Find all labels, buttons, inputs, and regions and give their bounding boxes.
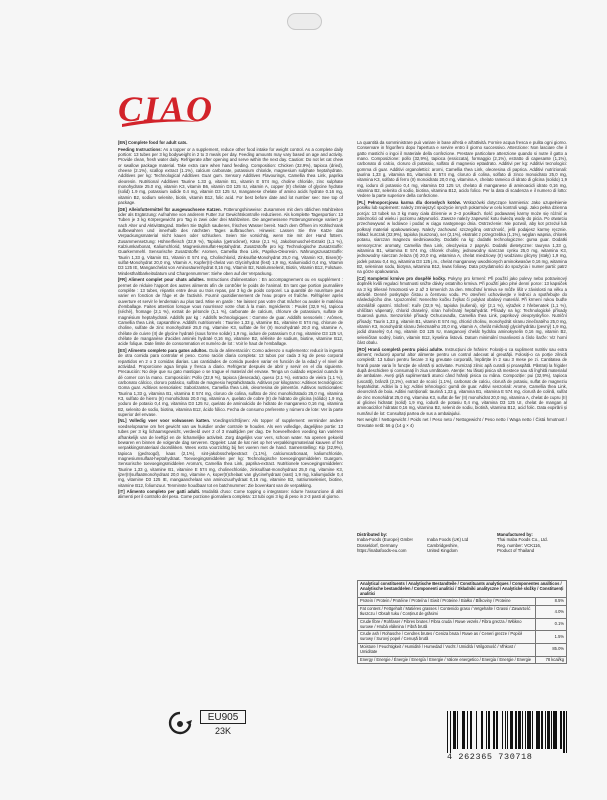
paragraph-text: As a topper or a supplement, reduce other food intake for weight control. As a complete daily portion: 13 tubes per 3 kg bodyweight in 2 to 3 meals per day. Feeding amounts may vary based on age and activity. Provide clean, fresh water daily. Refrigerate after opening and serve within the next day. Caution: Do not let cat chew or swallow package material. Take extra care when hand feeding. Composition: Chicken (32.9%), tapioca (dried), cheese (2.1%), scallop extract (1.1%), calcium carbonate, potassium chloride, magnesium sulphate heptahydrate. Additives per kg: Technological Additives Guar gum. Sensory Additives Flavourings, Camellia thea Link, paprika oleoresin. Nutritional Additives Taurine 1.33 g, vitamin B1, vitamin E 574 mg, choline chloride, zinc sulphate monohydrate 25.0 mg, vitamin K3, vitamin B6, vitamin D3 125 IU, vitamin A, copper (II) chelate of glycine hydrate (solid) 1.9 mg, potassium iodide 0.4 mg, vitamin D3 125 IU, manganese chelate of amino acids hydrate 0.16 mg, vitamin B2, sodium selenite, biotin, vitamin B12, folic acid. For best before date and lot number see: See top of package. [118, 146, 343, 205]
logo-swoosh-icon [120, 118, 202, 128]
paragraph-text: Instrucțiuni de hrănire: Folosiți-o ca supliment nutritiv sau extra aliment; reduceți aportul altor alimente pentru un control adecvat al greutății. Folosiți-o ca porție zilnică completă: 13 tuburi pentru fiecare 3 kg greutate corporală, împărțite în 2 sau 3 mese pe zi. Cantitatea de hrană poate varia în funcție de vârstă și activitate. Furnizați zilnic apă curată și proaspătă. Păstrați la frigider după deschidere și consumați în ziua următoare. Atenție: Nu lăsați pisica să mestece sau să înghită materialul de ambalare. Aveți grijă suplimentară atunci când hrăniți pisica cu mâna. Compoziție: pui (32,9%), tapioca (uscată), brânză (2,1%), extract de scoici (1,1%), carbonat de calciu, clorură de potasiu, sulfat de magneziu heptahidrat. Aditivi la 1 kg: Aditivi tehnologici: gumă de guar. Aditivi senzoriali: Arome, Camellia thea Link, oleorezină de boia. Aditivi nutriționali: taurină 1,33 g, vitamina B1, vitamina E 574 mg, clorură de colină, sulfat de zinc monohidrat 25,0 mg, vitamina K3, sulfat de fier (II) monohidrat 20,0 mg, vitamina A, chelat de cupru (II) al glicinei hidratat (solid) 1,9 mg, iodură de potasiu 0,4 mg, vitamina D3 125 UI, chelat de mangan al aminoacizilor hidratat 0,16 mg, vitamina B2, selenit de sodiu, biotină, vitamina B12, acid folic. Data expirării și numărul de lot: Consultați partea de sus a ambalajului. [357, 346, 567, 416]
text-paragraph [118, 489, 343, 500]
text-paragraph [118, 207, 343, 276]
text-paragraph [118, 418, 343, 487]
triman-recycle-icon [168, 711, 192, 737]
paragraph-text: Modalità d'uso: Come topping o integratore: ridurre l'assunzione di altri alimenti per il controllo del peso. Come porzione giornaliera completa: 13 tubi ogni 3 kg di peso in 2-3 pasti al giorno. [118, 489, 343, 500]
language-code: [IT] [118, 489, 125, 495]
constituent-value: 85.0% [536, 643, 567, 656]
eu-code-box: EU905 [200, 710, 246, 724]
text-paragraph [357, 347, 567, 416]
barcode-bars [447, 711, 571, 751]
address-line: Cambridgeshire, [427, 542, 459, 548]
eu-code-sub: 23K [214, 726, 231, 736]
barcode-digits: 4 262365 730718 [447, 752, 533, 762]
language-code: [EN] [118, 140, 127, 145]
paragraph-text: Wskazówki dotyczące karmienia: Jako uzupełnienie posiłku lub suplement: należy zmniejszyć spożycie innych pokarmów w celu kontroli wagi. Jako pełna dzienna porcja: 13 tubek na 3 kg masy ciała dziennie w 2–3 posiłkach. Ilość podawanej karmy może się różnić w zależności od wieku i poziomu aktywności. Zawsze należy zapewnić kotu świeżą wodę do picia. Po otwarciu przechowywać w lodówce i podać w ciągu następnego dnia. Ostrzeżenie: Nie pozwól, aby kot przeżuł lub połknął materiał opakowaniowy. Należy zachować szczególną ostrożność, jeśli podajesz karmę ręcznie. Skład: kurczak (32,9%), tapioka (suszona), ser (2,1%), ekstrakt z przegrzebka (1,1%), węglan wapnia, chlorek potasu, siarczan magnezu siedmiowodny. Dodatki na kg: dodatki technologiczne: guma guar. Dodatki sensoryczne: aromaty, Camellia thea Link, oleożywica z papryki. Dodatki dietetyczne: tauryna 1,33 g, witamina B1, witamina E 574 mg, chlorek choliny, jednowodny siarczan cynku 25,0 mg, witamina K3, jednowodny siarczan żelaza (II) 20,0 mg, witamina A, chelat miedziowy (II) wodzianu glicyny (stały) 1,9 mg, jodek potasu 0,4 mg, witamina D3 125 j.m., chelat manganowy uwodnionych aminokwasów 0,16 mg, witamina B2, seleninan sodu, biotyna, witamina B12, kwas foliowy. Data przydatności do spożycia i numer partii: patrz na górze opakowania. [357, 199, 567, 275]
constituent-label: Crude ash / Rohasche / Cendres brutes / Ceniza bruta / Ruwe as / Ceneri grezze / Popiół surowy / Surový popel / Cenușă brută [358, 631, 536, 644]
language-code: [CZ] [357, 275, 366, 281]
address-line: Product of Thailand [497, 547, 535, 553]
analysis-title: Analytical constituents / Analytische Bestandteile / Constituants analytiques / Componentes analíticos / Analytische bestanddelen / Componenti analitici / Składniki analityczne / Analytické složky / Constituenți analitici [358, 581, 567, 598]
language-code: [FR] [118, 277, 127, 283]
table-row [358, 598, 567, 606]
language-code: [PL] [357, 199, 366, 205]
text-paragraph [357, 200, 567, 275]
address-line: Inaba-Foods (Europe) GmbH [357, 537, 413, 543]
language-code: [NL] [118, 418, 127, 424]
paragraph-lead: Pełnoporcjowa karma dla dorosłych kotów. [367, 199, 461, 205]
constituent-value: 4.0% [536, 606, 567, 619]
language-code: [RO] [357, 346, 367, 352]
text-paragraph [357, 276, 567, 345]
address-entry [357, 532, 427, 553]
hang-hole [287, 13, 322, 30]
address-line: United Kingdom [427, 547, 458, 553]
text-paragraph [118, 348, 343, 417]
address-line: Inaba Foods (UK) Ltd [427, 537, 469, 543]
address-label: Manufactured by: [497, 532, 533, 537]
paragraph-lead: Feeding Instructions: [118, 146, 162, 152]
paragraph-lead: Alimento completo per gatti adulti. [126, 489, 201, 495]
constituent-value: 78 kcal/kg [536, 656, 567, 664]
address-line: https://inabafoods-eu.com [357, 547, 407, 553]
text-paragraph [118, 147, 343, 206]
constituent-value: 8.5% [536, 598, 567, 606]
address-block [357, 532, 567, 553]
barcode-bar [566, 711, 567, 753]
paragraph-text: Fütterungshinweise: Zusammen mit dem üblichen Mahlzeiten oder als Ergänzung: Aufnahme von anderem Futter zur Gewichtskontrolle reduzieren. Als komplette Tagesportion: 13 Tuben je 3 kg Körpergewicht pro Tag in zwei oder drei Mahlzeiten. Die angemessene Fütterungsmenge variiert je nach Alter und Aktivitätsgrad. Stellen Sie täglich sauberes, frisches Wasser bereit. Nach dem Öffnen im Kühlschrank aufbewahren und innerhalb des nächsten Tages aufbrauchen. Hinweis: Lassen Sie Ihre Katze das Verpackungsmaterial nicht kauen oder schlucken. Seien Sie vorsichtig, wenn Sie mit der Hand füttern. Zusammensetzung: Hühnerfleisch (32,9 %), Tapioka (getrocknet), Käse (2,1 %), Jakobsmuschel-Extrakt (1,1 %), Kalziumkarbonat, Kaliumchlorid, Magnesiumsulfat-Heptahydrat. Zusatzstoffe pro kg: Technologische Zusatzstoffe: Guarkernmehl. Sensorische Zusatzstoffe: Aromen, Camellia thea Link, Paprika-Oleoresin. Nährungszusatzstoffe: Taurin 1,33 g, Vitamin B1, Vitamin E 574 mg, Cholinchlorid, Zinksulfat-Monohydrat 25,0 mg, Vitamin K3, Eisen(II)-sulfat-Monohydrat 20,0 mg, Vitamin A, Kupfer(II)-chelat von Glycinhydrat (fest) 1,9 mg, Kaliumiodid 0,4 mg, Vitamin D3 125 IE, Manganchelat von Aminosäurenhydrat 0,16 mg, Vitamin B2, Natriumselenit, Biotin, Vitamin B12, Folsäure. Mindesthaltbarkeitsdatum und Chargennummer: Siehe oben auf der Verpackung. [118, 206, 343, 276]
constituent-label: Energy / Energie / Énergie / Energía / Energie / Valore energetico / Energia / Energie / Energie [358, 656, 536, 664]
paragraph-text: Net weight / Nettogewicht / Poids net / Peso neto / Nettogewicht / Peso netto / Waga netto / Čistá hmotnost / Greutate netă: 56 g (14 g × 4) [357, 417, 567, 428]
paragraph-lead: Alleinfuttermittel für ausgewachsene Katzen. [128, 206, 222, 212]
barcode [447, 711, 571, 761]
constituent-label: Protein / Protein / Protéine / Proteína / Eiwit / Proteine / Białko / Bílkoviny / Proteine [358, 598, 536, 606]
paragraph-text: Pokyny pro krmení: Při použití jako polevy nebo potravinový doplněk kvůli regulaci hmotnosti snižte dávky ostatního krmiva. Při použití jako plné denní porce: 13 kapsiček na 3 kg tělesné hmotnosti ve 2 až 3 krmeních za den. Množství krmiva se může lišit v závislosti na věku a aktivitě. Denně poskytujte čistou a čerstvou vodu. Po otevření uchovávejte v lednici a spotřebujte do následujícího dne. Upozornění: Nenechte kočku žvýkat či polykat obalový materiál. Při krmení rukou buďte obzvláště opatrní. Složení: Kuře (32,9 %), tapioka (sušená), sýr (2,1 %), výtažek z hřebenatek (1,1 %), uhličitan vápenatý, chlorid draselný, síran hořečnatý heptahydrát. Přísady na kg: Technologické přísady Guarová guma. Senzorické přísady Ochucovadla, Camellia thea Link, paprikový oleopryskyřice. Nutriční přísady: Taurin 1,33 g, vitamin B1, vitamin E 574 mg, chlorid cholinu, monohydrát síranu zinečnatého 25,0 mg, vitamin K3, monohydrát síranu železnatého 20,0 mg, vitamin A, chelát měďnatý glycinhydrátu (pevný) 1,9 mg, jodid draselný 0,4 mg, vitamin D3 125 IU, manganový chelát hydrátu aminokyselin 0,16 mg, vitamin B2, seleničitan sodný, biotin, vitamin B12, kyselina listová. Datum minimální trvanlivosti a číslo šarže: Viz horní část obalu. [357, 275, 567, 346]
address-line: Thai Inaba Foods Co., Ltd. [497, 537, 548, 543]
table-row [358, 643, 567, 656]
paragraph-lead: Hrană completă pentru pisici adulte. [367, 346, 444, 352]
table-title-row [358, 581, 567, 598]
right-text-column [357, 140, 567, 528]
address-line: Reg. number: VCK116, [497, 542, 542, 548]
table-row [358, 656, 567, 664]
address-entry [427, 532, 497, 553]
paragraph-text: La quantità da somministrare può variare in base all'età e all'attività. Fornire acqua fresca e pulita ogni giorno. Conservare in frigorifero dopo l'apertura e servire entro il giorno successivo. Attenzione: Non lasciare che il gatto mastichi o ingoi il materiale della confezione. Prestare particolare attenzione quando si nutre il gatto a mano. Composizione: pollo (32,9%), tapioca (essiccata), formaggio (2,1%), estratto di capesante (1,1%), carbonato di calcio, cloruro di potassio, solfato di magnesio eptaidrato. Additivi per kg: Additivi tecnologici: gomma di guar. Additivi organolettici: aromi, Camellia thea Link, oleoresina di paprica. Additivi nutrizionali: taurina 1,33 g, vitamina B1, vitamina E 574 mg, cloruro di colina, solfato di zinco monoidrato 25,0 mg, vitamina K3, solfato di ferro (II) monoidrato 20,0 mg, vitamina A, chelato rameico di idrato di glicina (solido) 1,9 mg, ioduro di potassio 0,4 mg, vitamina D3 125 UI, chelato di manganese di aminoacidi idrato 0,16 mg, vitamina B2, selenito di sodio, biotina, vitamina B12, acido folico. Per la data di scadenza e il numero di lotto: Vedere la parte superiore della confezione. [357, 140, 567, 199]
text-paragraph [118, 140, 343, 145]
paragraph-lead: Alimento completo para gatos adultos. [127, 347, 208, 353]
left-text-column [118, 140, 343, 692]
analytical-table [357, 580, 567, 664]
constituent-value: 0.1% [536, 618, 567, 631]
paragraph-lead: Complete food for adult cats. [128, 140, 188, 145]
text-paragraph [118, 277, 343, 346]
table-row [358, 606, 567, 619]
paragraph-text: Guía de alimentación: Como aderezo o suplemento: reducir la ingesta de otra comida para controlar el peso. Como ración diaria completa: 13 tubos por cada 3 kg de peso corporal repartidos en 2 o 3 comidas diarias. Las cantidades de comida pueden variar en función de la edad y el nivel de actividad. Proporcione agua limpia y fresca a diario. Refrigerar después de abrir y servir en el día siguiente. Precaución: No deje que su gato mastique o se trague el material del envase. Tenga un cuidado especial cuando le dé comer con la mano. Composición: Pollo (32,9 %), tapioca (desecada), queso (2,1 %), extracto de vieira (1,1 %), carbonato cálcico, cloruro potásico, sulfato de magnesio heptahidratado. Aditivos por kilogramo: Aditivos tecnológicos: Goma guar. Aditivos sensoriales: Saborizantes, Camellia thea Link, oleorresina de pimentón. Aditivos nutricionales: Taurina 1,33 g, vitamina B1, vitamina E 574 mg, cloruro de colina, sulfato de zinc monohidratado 25,0 mg, vitamina K3, sulfato de hierro (II) monohidrato 20,0 mg, vitamina A, quelato de cobre (II) de hidrato de glicina (sólido) 1,9 mg, yoduro de potasio 0,4 mg, vitamina D3 125 IU, quelato de aminoácido de hidrato de manganeso 0,16 mg, vitamina B2, selenito de sodio, biotina, vitamina B12, ácido fólico. Fecha de consumo preferente y número de lote: Ver la parte superior del envase. [118, 347, 343, 417]
paragraph-text: Voedingsrichtlijnen: Als topper of supplement: verminder andere voedselopname om het gewicht van uw huisdier onder controle te houden. Als een volledige, dagelijkse portie: 13 tubes per 3 kg lichaamsgewicht, verdeeld over 2 of 3 maaltijden per dag. De hoeveelheden voeding kan variëren afhankelijk van de leeftijd en de lichamelijke activiteit. Zorg dagelijks voor vers, schoon water. Na openen gekoeld bewaren en binnen de volgende dag serveren. Opgelet: Laat de kat niet op het verpakkingsmateriaal kauwen of het verpakkingsmateriaal doorslikken. Wees extra voorzichtig bij het voeren met de hand. Samenstelling: Kip (32,9%), tapioca (gedroogd), kaas (2,1%), sint-jakobsschelpextract (1,1%), calciumcarbonaat, kaliumchloride, magnesiumsulfaat-heptahydraat. Toevoegingsmiddelen per kg: Technologische toevoegingsmiddelen Guargom. Sensorische toevoegingsmiddelen Aroma's, Camellia thea Link, paprika-extract. Nutritionele toevoegingsmiddelen: Taurine 1,33 g, vitamine B1, vitamine E 574 mg, cholinechloride, zinksulfaat-monohydraat 25,0 mg, vitamine K3, ijzer(II)sulfaatmonohydraat 20,0 mg, vitamine A, koper(II)chelaat van glycinehydraat (vast) 1,9 mg, kaliumjodide 0,4 mg, vitamine D3 125 IE, mangaanchelaat van aminozuurhydraat 0,16 mg, vitamine B2, natriumseleniet, biotine, vitamine B12, foliumzuur. Tenminste houdbaar tot en batchnummer: Zie bovenkant van de verpakking. [118, 418, 343, 488]
brand-logo-text: CIAO [118, 89, 215, 129]
constituent-label: Moisture / Feuchtigkeit / Humidité / Humedad / Vocht / Umidità / Wilgotność / Vlhkost / Umiditate [358, 643, 536, 656]
paragraph-lead: Aliment complet pour chats adultes. [128, 277, 205, 283]
address-entry [497, 532, 567, 553]
address-line: Düsseldorf, Germany [357, 542, 398, 548]
language-code: [ES] [118, 347, 127, 353]
text-paragraph [357, 417, 567, 428]
text-paragraph [357, 140, 567, 199]
paragraph-text: Instructions d'alimentation : En accompagnement ou en supplément : permet de réduire l'apport des autres aliments afin de contrôler le poids de l'animal. En tant que portion journalière complète : 13 tubes, répartis entre deux ou trois repas, par 3 kg de poids corporel. La quantité de nourriture peut varier en fonction de l'âge et de l'activité. Fournir quotidiennement de l'eau propre et fraîche. Réfrigérer après ouverture et servir le lendemain au plus tard. Mise en garde : Ne laissez pas votre chat mâcher ou avaler le matériau d'emballage. Faites attention lorsque vous nourrissez votre chat à la main. Ingrédients : Poulet (32,9 %), tapioca (séché), fromage (2,1 %), extrait de pétoncle (1,1 %), carbonate de calcium, chlorure de potassium, sulfate de magnésium heptahydraté. Additifs par kg : Additifs technologiques : Gomme de guar. Additifs sensoriels : Arômes, Camellia thea Link, capsanthine. Additifs nutritionnels : Taurine 1,33 g, vitamine B1, vitamine E 574 mg, chlorure de choline, sulfate de zinc monohydraté 25,0 mg, vitamine K3, sulfate de fer (II) monohydraté 20,0 mg, vitamine A, chélate de cuivre (II) de glycine hydraté (sous forme solide) 1,9 mg, iodure de potassium 0,4 mg, vitamine D3 125 UI, chélate de manganèse d'acides aminés hydraté 0,16 mg, vitamine B2, sélénite de sodium, biotine, vitamine B12, acide folique. Date limite de consommation et numéro de lot : Voir le haut de l'emballage. [118, 277, 343, 347]
constituent-label: Crude fibre / Rohfaser / Fibres brutes / Fibra cruda / Ruwe vezels / Fibra grezza / Włókno surowe / Hrubá vláknina / Fibră brută [358, 618, 536, 631]
paragraph-lead: Volledig voer voor volwassen katten. [129, 418, 211, 424]
constituent-label: Fat content / Fettgehalt / Matières grasses / Contenido graso / Vetgehalte / Grassi / Zawartość tłuszczu / Obsah tuku / Conținut de grăsimi [358, 606, 536, 619]
brand-logo [118, 88, 215, 129]
table-row [358, 631, 567, 644]
table-row [358, 618, 567, 631]
address-label: Distributed by: [357, 532, 388, 537]
paragraph-lead: Kompletní krmivo pro dospělé kočky. [367, 275, 447, 281]
constituent-value: 1.5% [536, 631, 567, 644]
language-code: [DE] [118, 206, 127, 212]
